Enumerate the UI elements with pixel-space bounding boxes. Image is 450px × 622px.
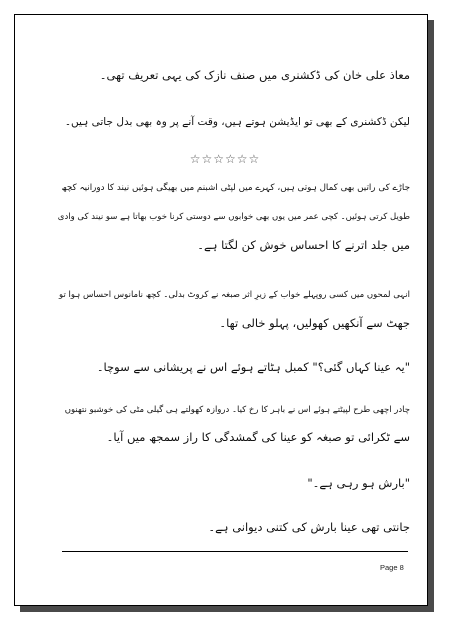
paragraph-line-1: معاذ علی خان کی ڈکشنری میں صنف نازک کی یہی تعریف تھی۔ — [99, 68, 410, 82]
paragraph-line-5: میں جلد اترنے کا احساس خوش کن لگتا ہے۔ — [197, 238, 410, 252]
paragraph-line-9: چادر اچھی طرح لپیٹتے ہوئے اس نے باہر کا رخ کیا۔ دروازہ کھولتے ہی گیلی مٹی کی خوشبو نتھنوں — [64, 405, 410, 415]
paragraph-line-7: جھٹ سے آنکھیں کھولیں، پہلو خالی تھا۔ — [219, 316, 410, 330]
paragraph-line-4: طویل کرتی ہوئیں۔ کچی عمر میں یوں بھی خوابوں سے دوستی کرنا خوب بھاتا ہے سو نیند کی وادی — [57, 212, 410, 222]
paragraph-line-6: انہی لمحوں میں کسی روپہلے خواب کے زیرِ اثر صبغہ نے کروٹ بدلی۔ کچھ نامانوس احساس ہوا تو — [59, 290, 410, 300]
page-frame — [14, 14, 428, 606]
paragraph-line-12: جانتی تھی عینا بارش کی کتنی دیوانی ہے۔ — [208, 520, 410, 534]
paragraph-line-3: جاڑے کی راتیں بھی کمال ہوتی ہیں، کہرے میں لپٹی اشبنم میں بھیگی ہوئیں نیند کا دورانیہ کچھ — [61, 183, 410, 193]
paragraph-line-2: لیکن ڈکشنری کے بھی تو ایڈیشن ہوتے ہیں، وقت آنے پر وہ بھی بدل جاتی ہیں۔ — [64, 116, 410, 128]
footer-divider — [62, 551, 408, 552]
paragraph-line-8: "یہ عینا کہاں گئی؟" کمبل ہٹاتے ہوئے اس نے پریشانی سے سوچا۔ — [96, 360, 410, 374]
paragraph-line-11: "بارش ہو رہی ہے۔" — [307, 476, 410, 490]
section-separator-stars: ☆☆☆☆☆☆ — [189, 152, 261, 166]
paragraph-line-10: سے ٹکرائی تو صبغہ کو عینا کی گمشدگی کا راز سمجھ میں آیا۔ — [106, 430, 410, 444]
page-number: Page 8 — [380, 563, 404, 572]
